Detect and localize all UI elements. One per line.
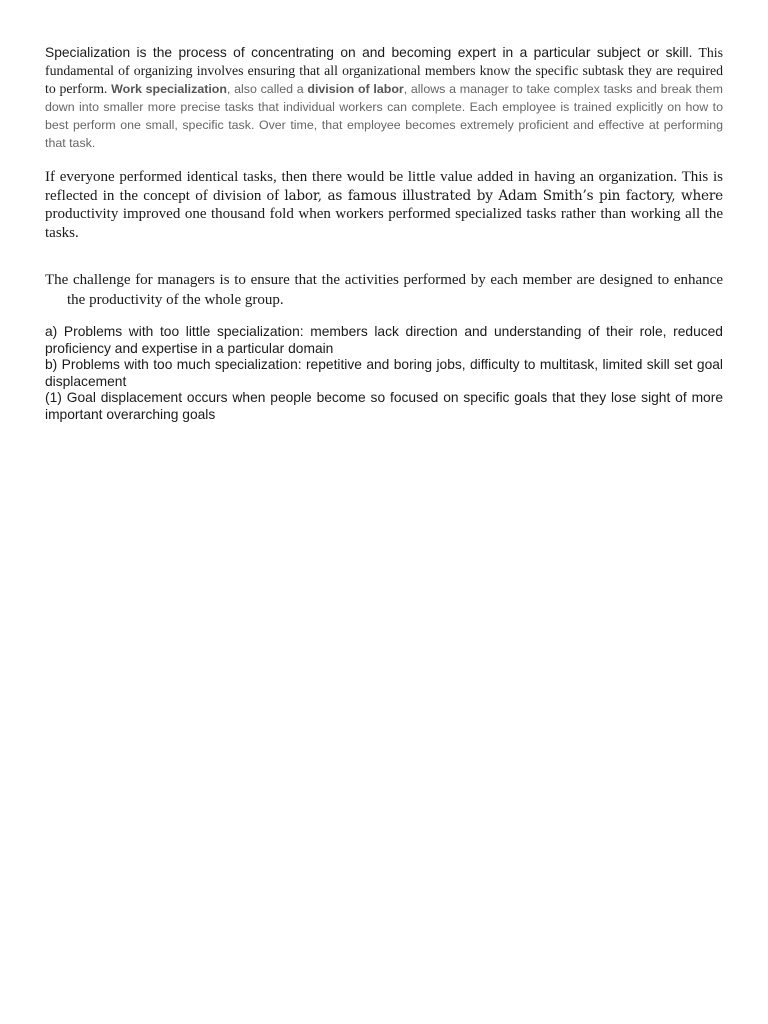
paragraph2-text-b: labor, as famous illustrated by Adam Smith’s pin factory, where bbox=[284, 187, 723, 204]
definition-connector: , also called a bbox=[226, 82, 308, 96]
list-item: a) Problems with too little specialization: members lack direction and understanding of their role, reduced proficiency and expertise in a particular domain bbox=[45, 324, 723, 356]
paragraph2-text-c: productivity improved one thousand fold when workers performed specialized tasks rather than working all the tasks. bbox=[45, 206, 723, 241]
paragraph2-text-a: If everyone performed identical tasks, then there would be little value added in having an organization. This is reflected in the concept of division of bbox=[45, 169, 723, 204]
definition-body: , allows a manager to take complex tasks and break them down into smaller more precise tasks that individual workers can complete. Each employee is trained explicitly on how to best perform one small, specific task. Over time, that employee becomes extremely proficient and effective at performing that task. bbox=[45, 82, 723, 150]
term-work-specialization: Work specialization bbox=[111, 82, 227, 96]
definition-text bbox=[45, 82, 723, 150]
paragraph-specialization bbox=[45, 44, 723, 152]
term-division-of-labor: division of labor bbox=[307, 82, 404, 96]
paragraph-challenge: The challenge for managers is to ensure that the activities performed by each member are designed to enhance the productivity of the whole group. bbox=[45, 272, 723, 308]
list-item: (1) Goal displacement occurs when people become so focused on specific goals that they lose sight of more important overarching goals bbox=[45, 390, 723, 422]
intro-sentence: Specialization is the process of concentrating on and becoming expert in a particular subject or skill. bbox=[45, 45, 693, 60]
list-item: b) Problems with too much specialization: repetitive and boring jobs, difficulty to multitask, limited skill set goal displacement bbox=[45, 357, 723, 389]
organizing-sentence: This fundamental of organizing involves ensuring that all organizational members know the specific subtask they are required to perform. bbox=[45, 45, 723, 96]
specialization-problems-list bbox=[45, 324, 723, 423]
paragraph-division-of-labor bbox=[45, 168, 723, 242]
document-page bbox=[45, 44, 723, 423]
